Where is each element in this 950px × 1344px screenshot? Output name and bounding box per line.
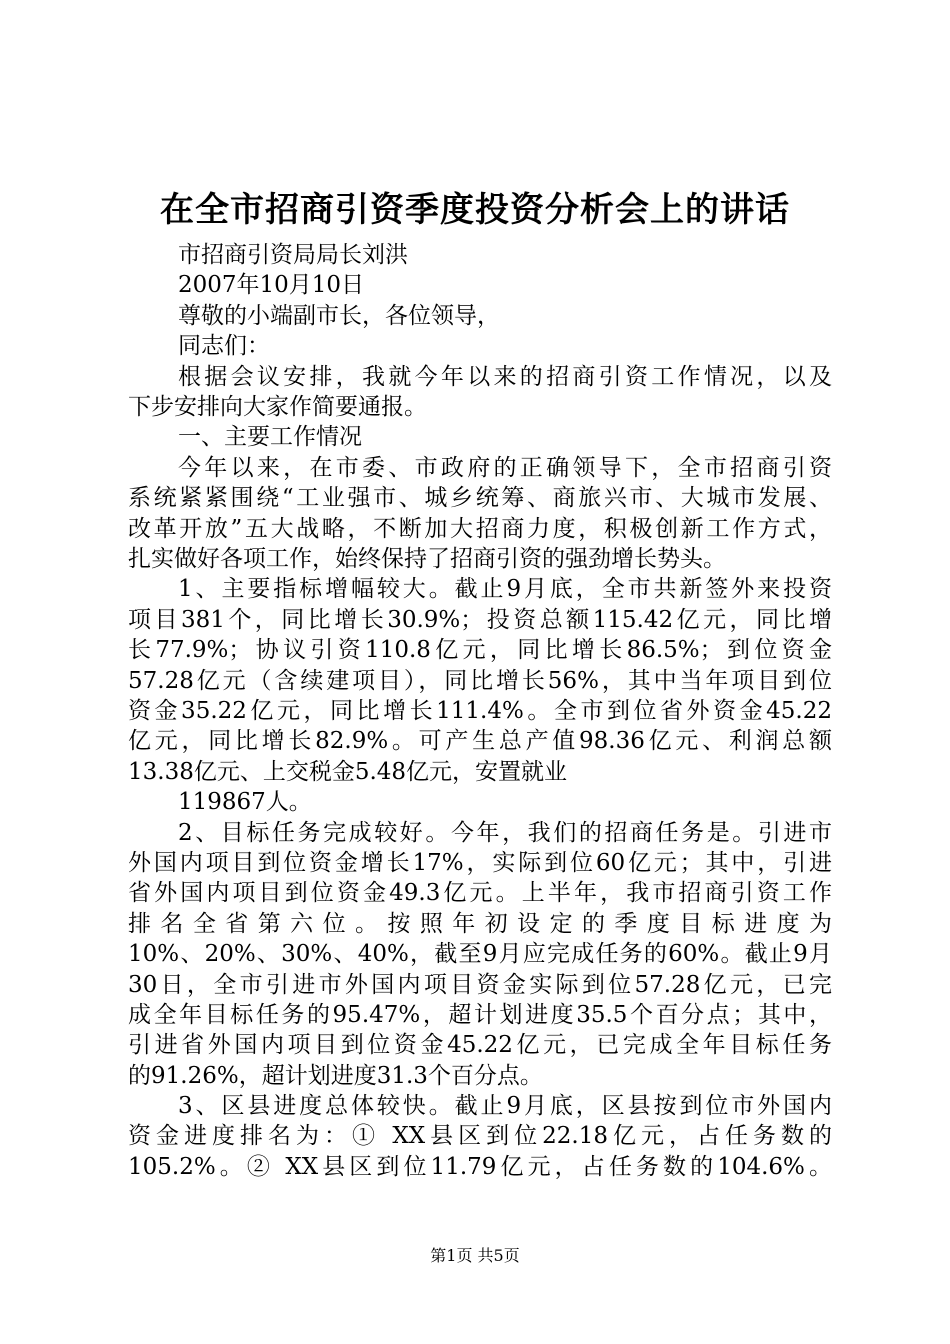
body-line: 资金35.22亿元，同比增长111.4%。全市到位省外资金45.22 <box>128 697 832 724</box>
body-line: 系统紧紧围绕“工业强市、城乡统筹、商旅兴市、大城市发展、 <box>128 485 832 512</box>
body-line: 119867人。 <box>178 789 312 816</box>
body-line: 一、主要工作情况 <box>178 424 362 451</box>
body-line: 省外国内项目到位资金49.3亿元。上半年，我市招商引资工作 <box>128 880 832 907</box>
body-line: 10%、20%、30%、40%，截至9月应完成任务的60%。截止9月 <box>128 941 832 968</box>
body-line: 13.38亿元、上交税金5.48亿元，安置就业 <box>128 758 568 785</box>
body-line: 排名全省第六位。按照年初设定的季度目标进度为 <box>128 910 832 937</box>
body-line: 项目381个，同比增长30.9%；投资总额115.42亿元，同比增 <box>128 606 832 633</box>
body-line: 亿元，同比增长82.9%。可产生总产值98.36亿元、利润总额 <box>128 728 832 755</box>
body-line: 57.28亿元（含续建项目），同比增长56%，其中当年项目到位 <box>128 667 832 694</box>
body-line: 外国内项目到位资金增长17%，实际到位60亿元；其中，引进 <box>128 849 832 876</box>
body-line: 尊敬的小端副市长，各位领导， <box>178 302 500 329</box>
body-line: 扎实做好各项工作，始终保持了招商引资的强劲增长势头。 <box>128 546 726 572</box>
body-line: 同志们： <box>178 333 270 360</box>
body-line: 市招商引资局局长刘洪 <box>178 242 408 268</box>
body-line: 资金进度排名为：① XX县区到位22.18亿元，占任务数的 <box>128 1123 832 1150</box>
page-footer: 第1页 共5页 <box>430 1246 520 1265</box>
body-line: 3、区县进度总体较快。截止9月底，区县按到位市外国内 <box>178 1093 832 1120</box>
document-body <box>128 240 832 1182</box>
body-line: 引进省外国内项目到位资金45.22亿元，已完成全年目标任务 <box>128 1032 832 1059</box>
body-line: 根据会议安排，我就今年以来的招商引资工作情况，以及 <box>178 363 832 390</box>
body-line: 成全年目标任务的95.47%，超计划进度35.5个百分点；其中， <box>128 1001 832 1028</box>
body-line: 2、目标任务完成较好。今年，我们的招商任务是。引进市 <box>178 819 832 846</box>
body-line: 改革开放”五大战略，不断加大招商力度，积极创新工作方式， <box>128 515 832 542</box>
body-line: 105.2%。② XX县区到位11.79亿元，占任务数的104.6%。 <box>128 1153 832 1180</box>
body-line: 长77.9%；协议引资110.8亿元，同比增长86.5%；到位资金 <box>128 637 832 664</box>
body-line: 2007年10月10日 <box>178 272 365 299</box>
body-line: 下步安排向大家作简要通报。 <box>128 394 427 421</box>
document-title: 在全市招商引资季度投资分析会上的讲话 <box>160 190 790 230</box>
body-line: 的91.26%，超计划进度31.3个百分点。 <box>128 1062 543 1089</box>
body-line: 1、主要指标增幅较大。截止9月底，全市共新签外来投资 <box>178 576 832 603</box>
body-line: 30日，全市引进市外国内项目资金实际到位57.28亿元，已完 <box>128 971 832 998</box>
body-line: 今年以来，在市委、市政府的正确领导下，全市招商引资 <box>178 454 832 481</box>
